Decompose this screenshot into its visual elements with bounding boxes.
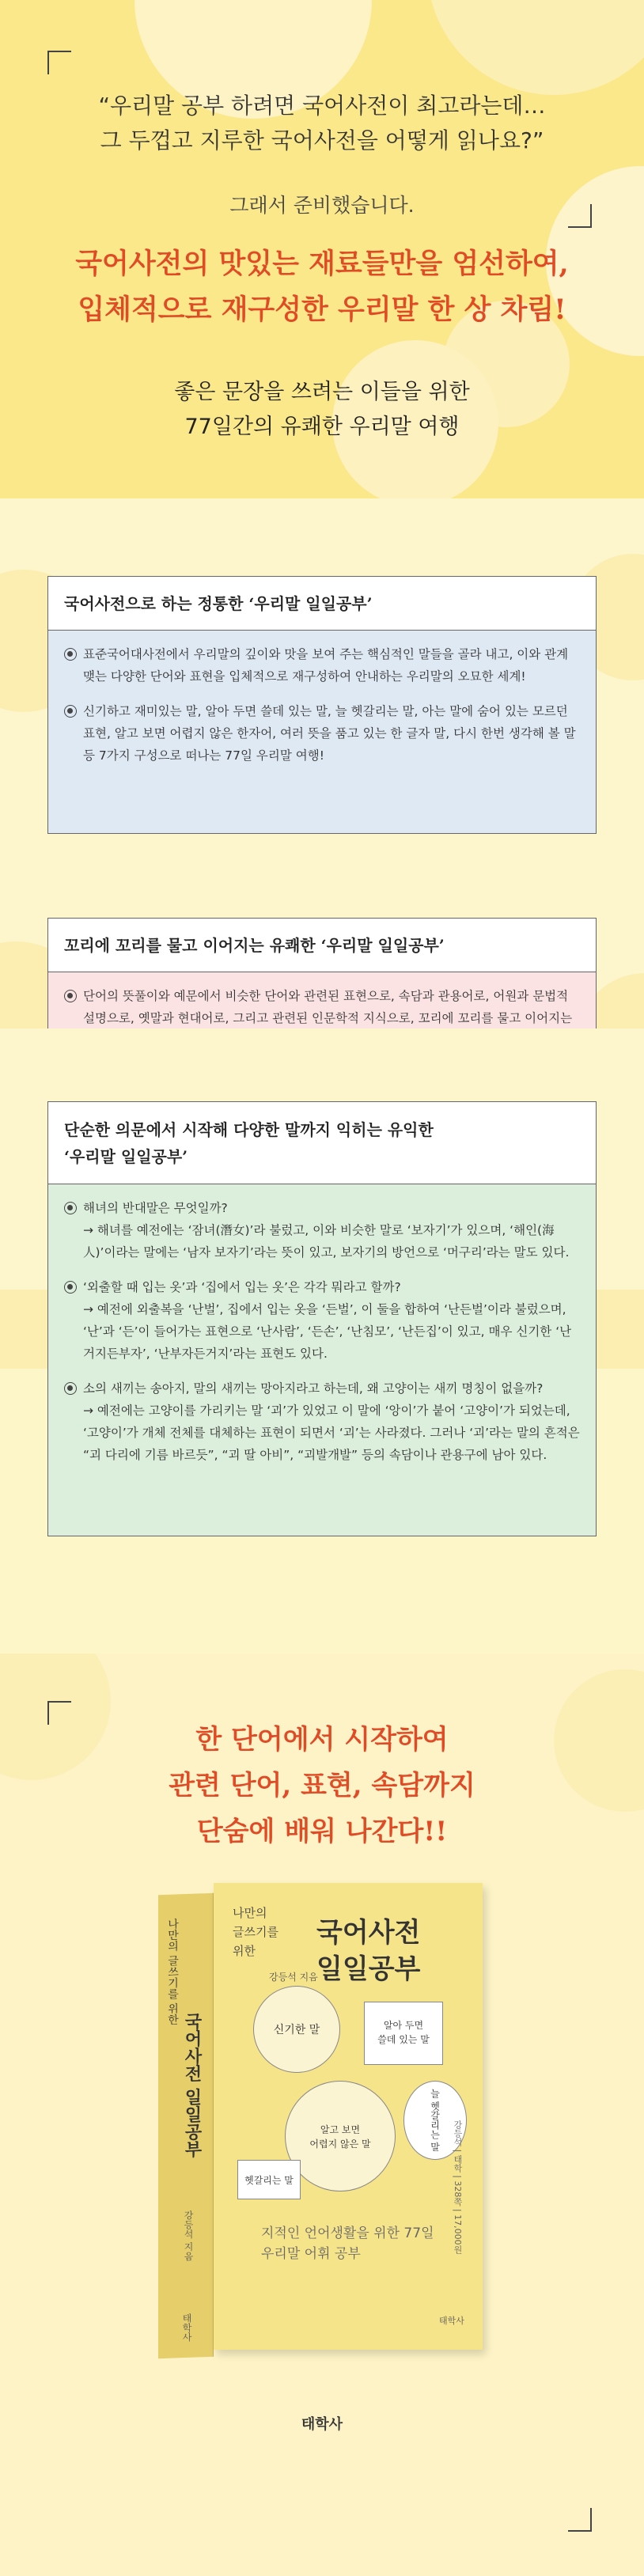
label-text: 어렵지 않은 말 [309, 2138, 371, 2150]
item-question: 소의 새끼는 송아지, 말의 새끼는 망아지라고 하는데, 왜 고양이는 새끼 명칭이 없을까? [83, 1381, 544, 1396]
spine-publisher: 태학사 [181, 2313, 192, 2343]
list-item [64, 1276, 580, 1365]
list-item [64, 700, 580, 767]
item-question: 해녀의 반대말은 무엇일까? [83, 1201, 228, 1215]
item-text [83, 1377, 580, 1466]
promo-line: 한 단어에서 시작하여 [195, 1724, 449, 1756]
item-text [83, 1276, 580, 1365]
card-title [48, 1102, 596, 1184]
prepared-text: 그래서 준비했습니다. [229, 194, 415, 217]
intro-headline [0, 241, 644, 333]
spine-author: 강등석 지음 [183, 2210, 194, 2261]
card-title-line: ‘우리말 일일공부’ [64, 1146, 188, 1166]
card-title: 국어사전으로 하는 정통한 ‘우리말 일일공부’ [48, 577, 596, 631]
subtitle-line: 77일간의 유쾌한 우리말 여행 [184, 415, 460, 439]
title-line: 국어사전 [316, 1917, 421, 1949]
book-image [158, 1883, 483, 2358]
label-text: 늘 헷갈리는 말 [429, 2089, 441, 2152]
feature-card-3 [47, 1101, 597, 1536]
item-answer: → 예전에 외출복을 ‘난벌’, 집에서 입는 옷을 ‘든벌’, 이 둘을 합하여 ‘난든벌’이라 불렀으며, ‘난’과 ‘든’이 들어가는 표현으로 ‘난사람’, ‘든손’, ‘난침모’, ‘난든집’이 있고, 매우 신기한 ‘난거지든부자’, ‘난부자든거지’라는 표현도 있다. [83, 1302, 572, 1361]
headline-line: 국어사전의 맛있는 재료들만을 엄선하여, [75, 248, 569, 280]
quote-line: “우리말 공부 하려면 국어사전이 최고라는데… [98, 93, 546, 119]
cover-tagline [261, 2223, 434, 2264]
publisher-logo: 태학사 [301, 2416, 343, 2433]
promo-headline [0, 1717, 644, 1854]
list-item [64, 1377, 580, 1466]
tagline-line: 지적인 언어생활을 위한 77일 [261, 2226, 434, 2241]
card-body [48, 631, 596, 833]
card-title: 꼬리에 꼬리를 물고 이어지는 유쾌한 ‘우리말 일일공부’ [48, 919, 596, 972]
bullet-icon [64, 1281, 77, 1294]
intro-section [0, 0, 644, 498]
series-line: 위한 [233, 1944, 256, 1958]
bullet-icon [64, 1382, 77, 1395]
cover-author: 강등석 지음 [269, 1972, 318, 1983]
book-spine [158, 1893, 214, 2358]
subtitle-line: 좋은 문장을 쓰려는 이들을 위한 [174, 380, 470, 404]
list-item [64, 1197, 580, 1263]
list-item [64, 643, 580, 688]
item-text: 표준국어대사전에서 우리말의 깊이와 맛을 보여 주는 핵심적인 말들을 골라 내고, 이와 관계 맺는 다양한 단어와 표현을 입체적으로 재구성하여 안내하는 우리말의 오묘한 세계! [83, 647, 569, 684]
label-circle [285, 2081, 396, 2191]
corner-bracket-bottom-right [568, 2508, 592, 2532]
bullet-icon [64, 648, 77, 661]
cover-series [233, 1904, 278, 1960]
item-answer: → 예전에는 고양이를 가리키는 말 ‘괴’가 있었고 이 말에 ‘앙이’가 붙어 ‘고양이’가 되었는데, ‘고양이’가 개체 전체를 대체하는 표현이 되면서 ‘괴’는 사라졌다. 그러나 ‘괴’라는 말의 흔적은 “괴 다리에 기름 바르듯”, “괴 딸 아비”, “괴발개발” 등의 속담이나 관용구에 남아 있다. [83, 1404, 580, 1462]
item-text [83, 1197, 580, 1263]
label-text: 신기한 말 [273, 2024, 320, 2036]
series-line: 글쓰기를 [233, 1925, 278, 1939]
decor-circle [427, 0, 644, 95]
bullet-icon [64, 705, 77, 718]
item-question: ‘외출할 때 입는 옷’과 ‘집에서 입는 옷’은 각각 뭐라고 할까? [83, 1280, 401, 1294]
headline-line: 입체적으로 재구성한 우리말 한 상 차림! [78, 294, 566, 326]
book-cover [214, 1883, 483, 2350]
item-text: 단어의 뜻풀이와 예문에서 비슷한 단어와 관련된 표현으로, 속담과 관용어로, 어원과 문법적 설명으로, 옛말과 현대어로, 그리고 관련된 인문학적 지식으로, 꼬리에 꼬리를 물고 이어지는 [83, 989, 573, 1025]
card-body [48, 1184, 596, 1536]
card-title-line: 단순한 의문에서 시작해 다양한 말까지 익히는 유익한 [64, 1119, 434, 1139]
label-book [364, 2002, 443, 2065]
label-text: 알고 보면 [320, 2124, 361, 2135]
item-text: 신기하고 재미있는 말, 알아 두면 쓸데 있는 말, 늘 헷갈리는 말, 아는 말에 숨어 있는 모르던 표현, 알고 보면 어렵지 않은 한자어, 여러 뜻을 품고 있는 한 글자 말, 다시 한번 생각해 볼 말 등 7가지 구성으로 떠나는 77일 우리말 여행! [83, 704, 576, 763]
item-answer: → 해녀를 예전에는 ‘잠녀(潛女)’라 불렀고, 이와 비슷한 말로 ‘보자기’가 있으며, ‘해인(海人)’이라는 말에는 ‘남자 보자기’라는 뜻이 있고, 보자기의 방언으로 ‘머구리’라는 말도 있다. [83, 1223, 570, 1260]
spine-series: 나만의 글쓰기를 위한 [166, 1918, 179, 2025]
label-circle [253, 1986, 340, 2073]
intro-quote [0, 89, 644, 158]
cover-side-text: 강등석 | 태학 | 328쪽 | 17,000원 [453, 2120, 463, 2254]
title-line: 일일공부 [316, 1953, 421, 1985]
label-text: 알아 두면 [383, 2020, 424, 2031]
book-section [0, 1654, 644, 2576]
label-card [237, 2160, 301, 2199]
cover-title [316, 1915, 420, 1987]
corner-bracket-top-left [47, 51, 71, 74]
intro-subtitle [0, 375, 644, 445]
label-text: 쓸데 있는 말 [377, 2034, 430, 2045]
series-line: 나만의 [233, 1906, 267, 1920]
feature-card-1 [47, 576, 597, 834]
spine-title: 국어사전 일일공부 [182, 2012, 203, 2158]
promo-line: 관련 단어, 표현, 속담까지 [169, 1770, 475, 1801]
bullet-icon [64, 1202, 77, 1214]
quote-line: 그 두껍고 지루한 국어사전을 어떻게 읽나요?” [100, 127, 544, 153]
bullet-icon [64, 990, 77, 1002]
cover-publisher: 태학사 [439, 2316, 464, 2326]
promo-line: 단숨에 배워 나간다!! [196, 1816, 448, 1847]
label-text: 헷갈리는 말 [244, 2174, 294, 2186]
tagline-line: 우리말 어휘 공부 [261, 2246, 361, 2262]
